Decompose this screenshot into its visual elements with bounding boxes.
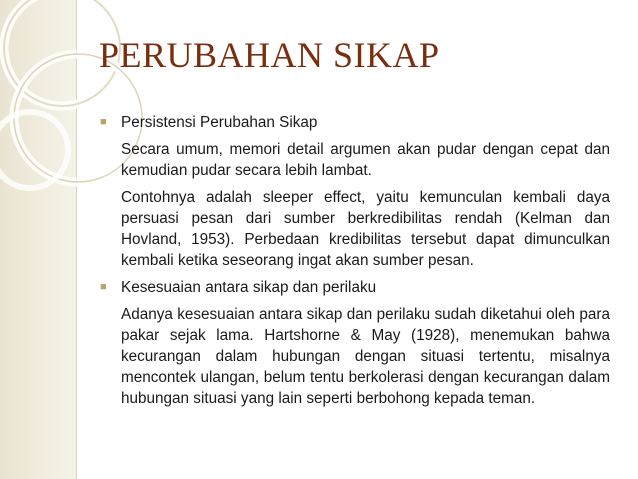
slide-title: PERUBAHAN SIKAP xyxy=(99,35,440,75)
slide-content xyxy=(100,112,610,411)
paragraph: Secara umum, memori detail argumen akan pudar dengan cepat dan kemudian pudar secara lebih lambat. xyxy=(121,141,610,179)
bullet-item xyxy=(100,112,610,133)
bullet-item xyxy=(100,277,610,298)
bullet-heading: Kesesuaian antara sikap dan perilaku xyxy=(121,279,377,296)
paragraph: Adanya kesesuaian antara sikap dan perilaku sudah diketahui oleh para pakar sejak lama. Hartshorne & May (1928), menemukan bahwa kecurangan dalam hubungan dengan situasi tertentu, misalnya mencontek ulangan, belum tentu berkolerasi dengan kecurangan dalam hubungan situasi yang lain seperti berbohong kepada teman. xyxy=(121,306,610,407)
paragraph: Contohnya adalah sleeper effect, yaitu kemunculan kembali daya persuasi pesan dari sumber berkredibilitas rendah (Kelman dan Hovland, 1953). Perbedaan kredibilitas tersebut dapat dimunculkan kembali ketika seseorang ingat akan sumber pesan. xyxy=(121,189,610,269)
bullet-heading: Persistensi Perubahan Sikap xyxy=(121,114,318,131)
square-bullet-icon: ■ xyxy=(100,281,107,293)
square-bullet-icon: ■ xyxy=(100,116,107,128)
